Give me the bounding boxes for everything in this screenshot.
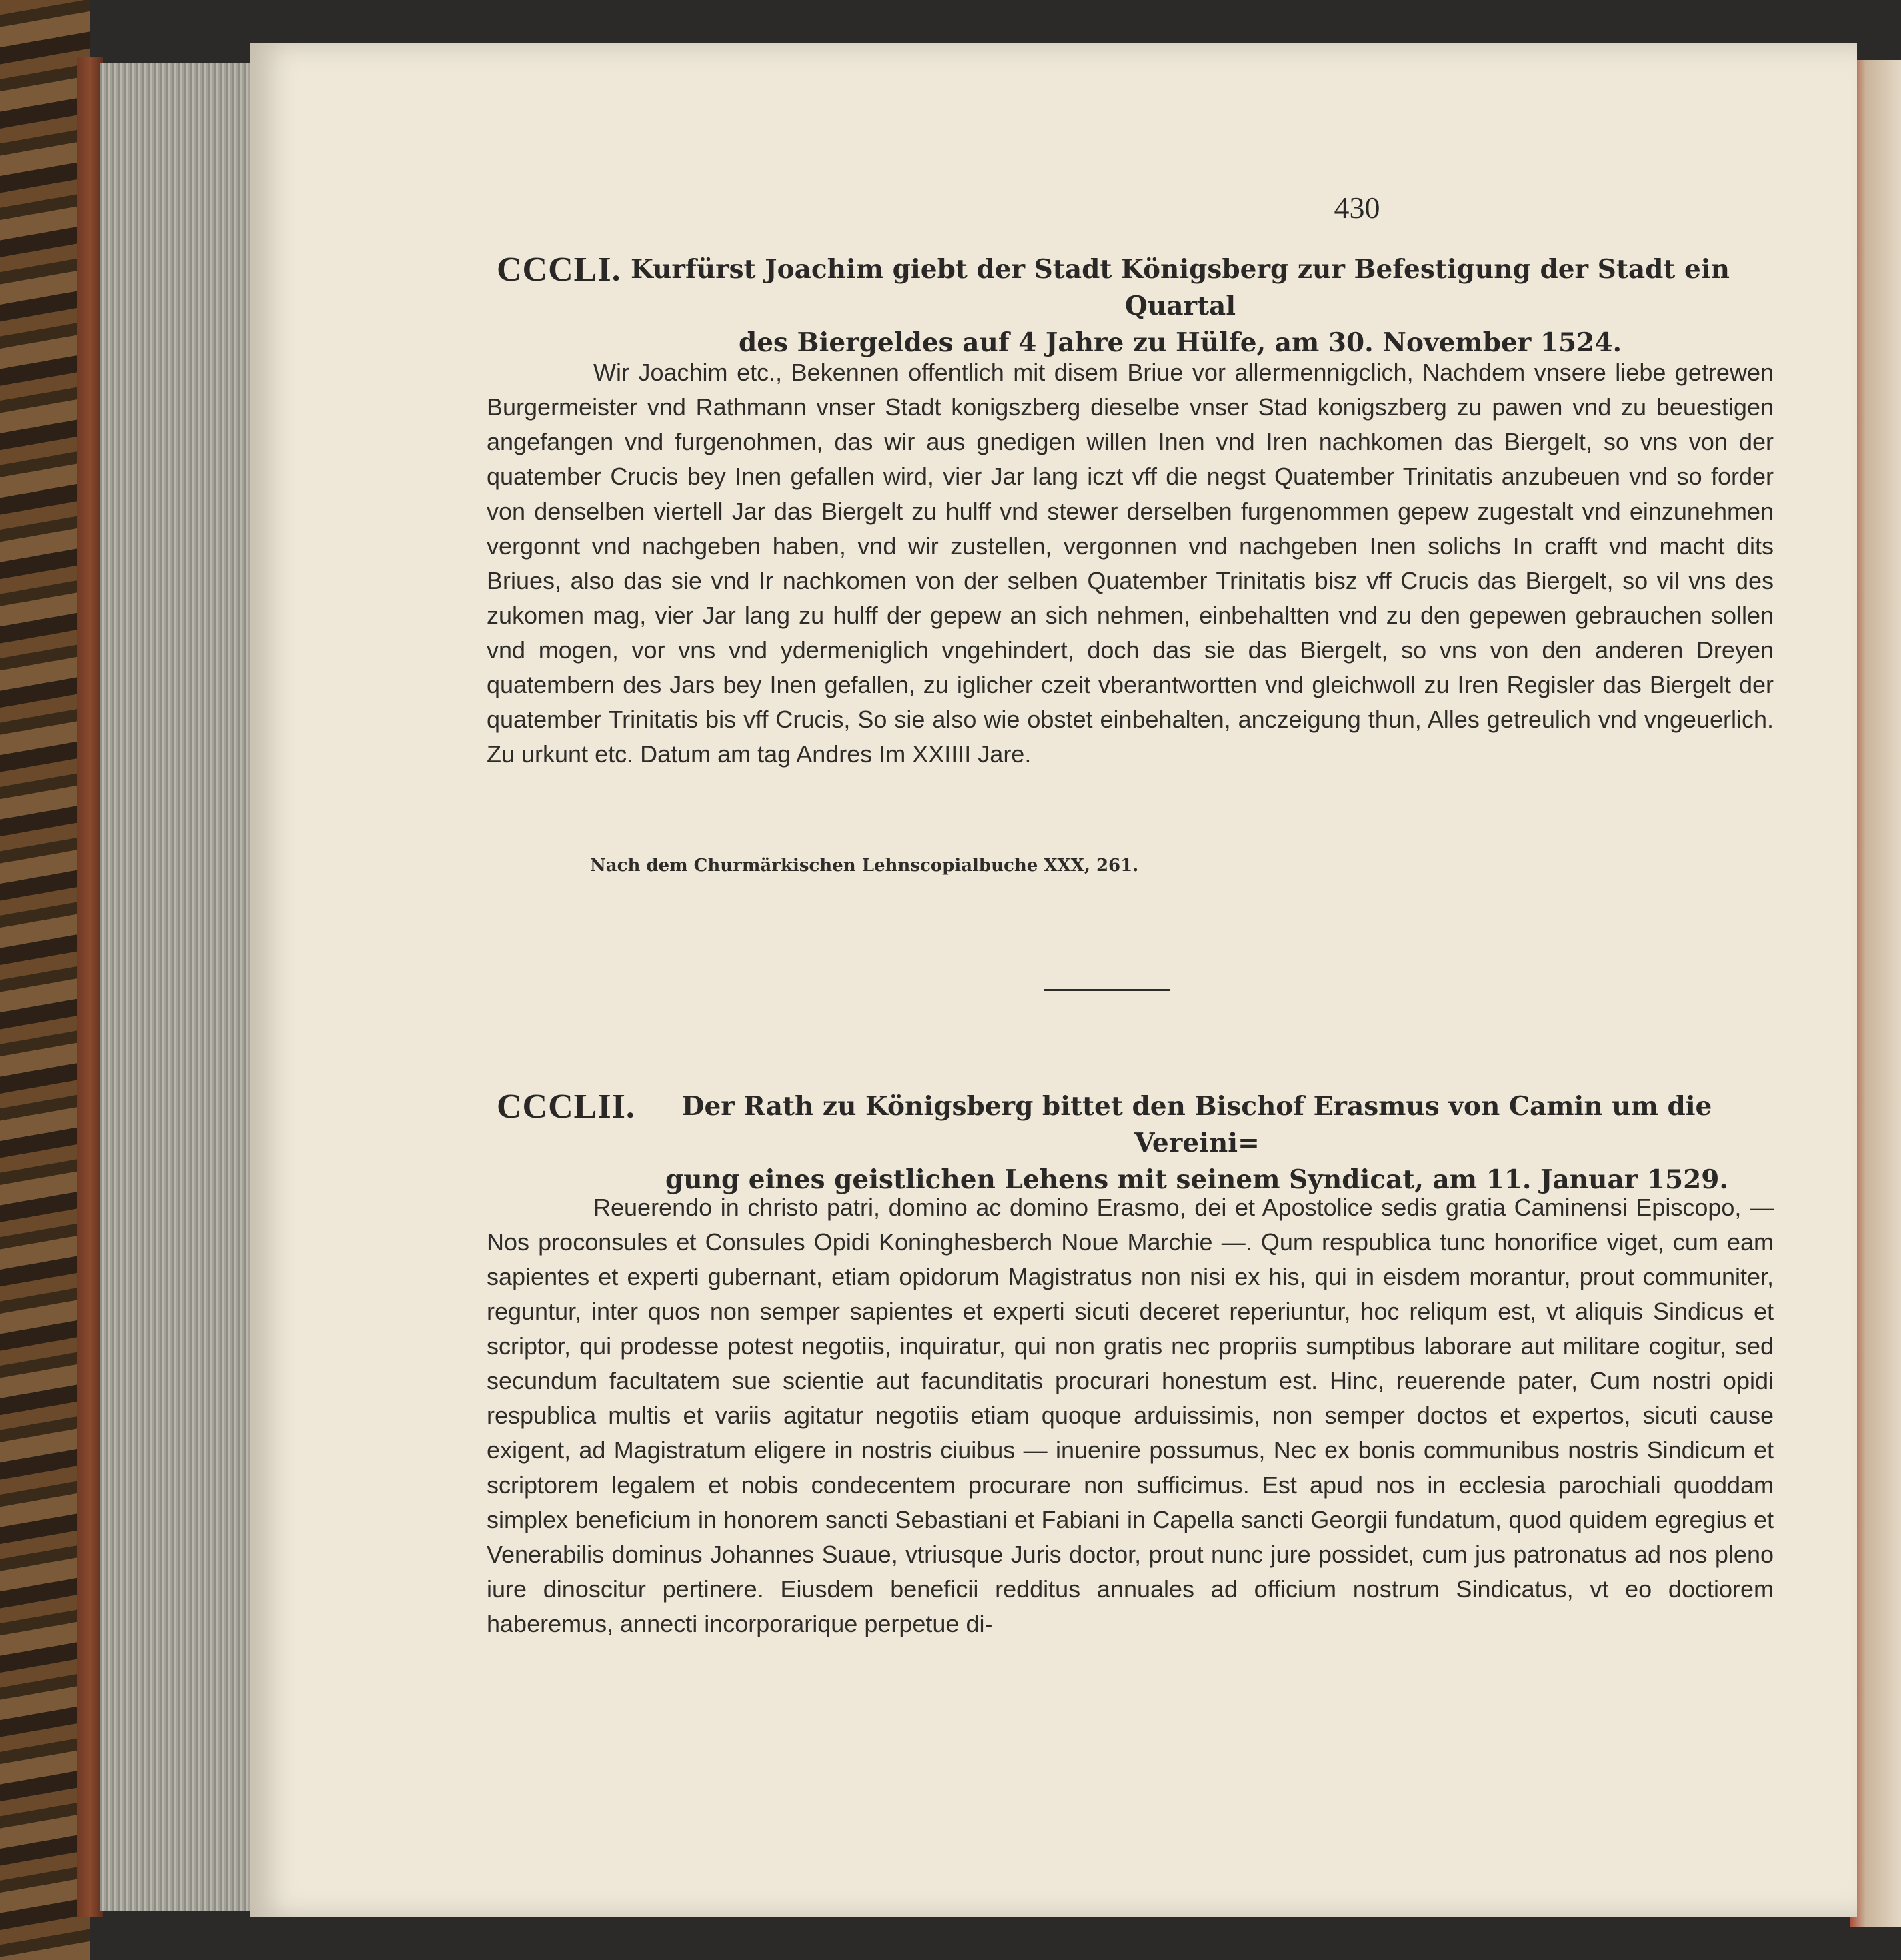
entry-title-line-1: Der Rath zu Königsberg bittet den Bischof Erasmus von Camin um die Vereini= <box>681 1091 1712 1158</box>
section-separator <box>1044 989 1170 991</box>
entry-title-line-2: gung eines geistlichen Lehens mit seinem Syndicat, am 11. Januar 1529. <box>665 1164 1728 1195</box>
entry-paragraph: Reuerendo in christo patri, domino ac domino Erasmo, dei et Apostolice sedis gratia Caminensi Episcopo, — Nos proconsules et Consules Opidi Koninghesberch Noue Marchie —. Qum respublica tunc honorifice viget, cum eam sapientes et experti gubernant, etiam opidorum Magistratus non nisi ex his, qui in eisdem morantur, prout communiter, reguntur, inter quos non semper sapientes et experti sicuti deceret reperiuntur, hoc reliqum est, vt aliquis Sindicus et scriptor, qui prodesse potest negotiis, inquiratur, qui non gratis nec propriis sumptibus laborare aut militare cogitur, sed secundum facultatem sue scientie aut facunditatis procurari honestum est. Hinc, reuerende pater, Cum nostri opidi respublica multis et variis agitatur negotiis etiam quoque arduissimis, non semper doctos et expertos, sicuti cause exigent, ad Magistratum eligere in nostris ciuibus — inuenire possumus, Nec ex bonis communibus nostris Sindicum et scriptorem legalem et nobis condecentem procurare non sufficimus. Est apud nos in ecclesia parochiali quoddam simplex beneficium in honorem sancti Sebastiani et Fabiani in Capella sancti Georgii fundatum, quod quidem egregius et Venerabilis dominus Johannes Suaue, vtriusque Juris doctor, prout nunc jure possidet, cum jus patronatus ad nos pleno iure dinoscitur pertinere. Eiusdem beneficii redditus annuales ad officium nostrum Sindicatus, vt eo doctiorem haberemus, annecti incorporarique perpetue di- <box>487 1194 1774 1637</box>
entry-number: CCCLII. <box>497 1088 635 1126</box>
entry-title <box>650 1088 1744 1198</box>
page-block-edges <box>100 63 257 1911</box>
entry-body <box>487 1190 1774 1641</box>
book-page <box>250 43 1857 1917</box>
entry-paragraph: Wir Joachim etc., Bekennen offentlich mit disem Briue vor allermennigclich, Nachdem vnsere liebe getrewen Burgermeister vnd Rathmann vnser Stadt konigszberg dieselbe vnser Stad konigszberg zu pawen vnd zu beuestigen angefangen vnd furgenohmen, das wir aus gnedigen willen Inen vnd Iren nachkomen das Biergelt, so vns von der quatember Crucis bey Inen gefallen wird, vier Jar lang iczt vff die negst Quatember Trinitatis anzubeuen vnd so forder von denselben viertell Jar das Biergelt zu hulff vnd stewer derselben furgenommen gepew zugestalt vnd einzunehmen vergonnt vnd nachgeben haben, vnd wir zustellen, vergonnen vnd nachgeben Inen solichs In crafft vnd macht dits Briues, also das sie vnd Ir nachkomen von der selben Quatember Trinitatis bisz vff Crucis das Biergelt, so vil vns des zukomen mag, vier Jar lang zu hulff der gepew an sich nehmen, einbehaltten vnd zu den gepewen gebrauchen sollen vnd mogen, vor vns vnd ydermeniglich vngehindert, doch das sie das Biergelt, so vns von den anderen Dreyen quatembern des Jars bey Inen gefallen, zu iglicher czeit vberantwortten vnd gleichwoll zu Iren Regisler das Biergelt der quatember Trinitatis bis vff Crucis, So sie also wie obstet einbehalten, anczeigung thun, Alles getreulich vnd vngeuerlich. Zu urkunt etc. Datum am tag Andres Im XXIIII Jare. <box>487 359 1774 768</box>
page-number: 430 <box>1334 191 1380 225</box>
entry-number: CCCLI. <box>497 251 621 289</box>
entry-title-line-2: des Biergeldes auf 4 Jahre zu Hülfe, am 30. November 1524. <box>738 327 1622 358</box>
leather-spine <box>77 57 103 1917</box>
facing-page-edge <box>1850 60 1901 1927</box>
entry-title <box>623 251 1737 361</box>
entry-body <box>487 355 1774 772</box>
source-note: Nach dem Churmärkischen Lehnscopialbuche XXX, 261. <box>590 856 1139 876</box>
entry-title-line-1: Kurfürst Joachim giebt der Stadt Königsberg zur Befestigung der Stadt ein Quartal <box>631 254 1730 321</box>
